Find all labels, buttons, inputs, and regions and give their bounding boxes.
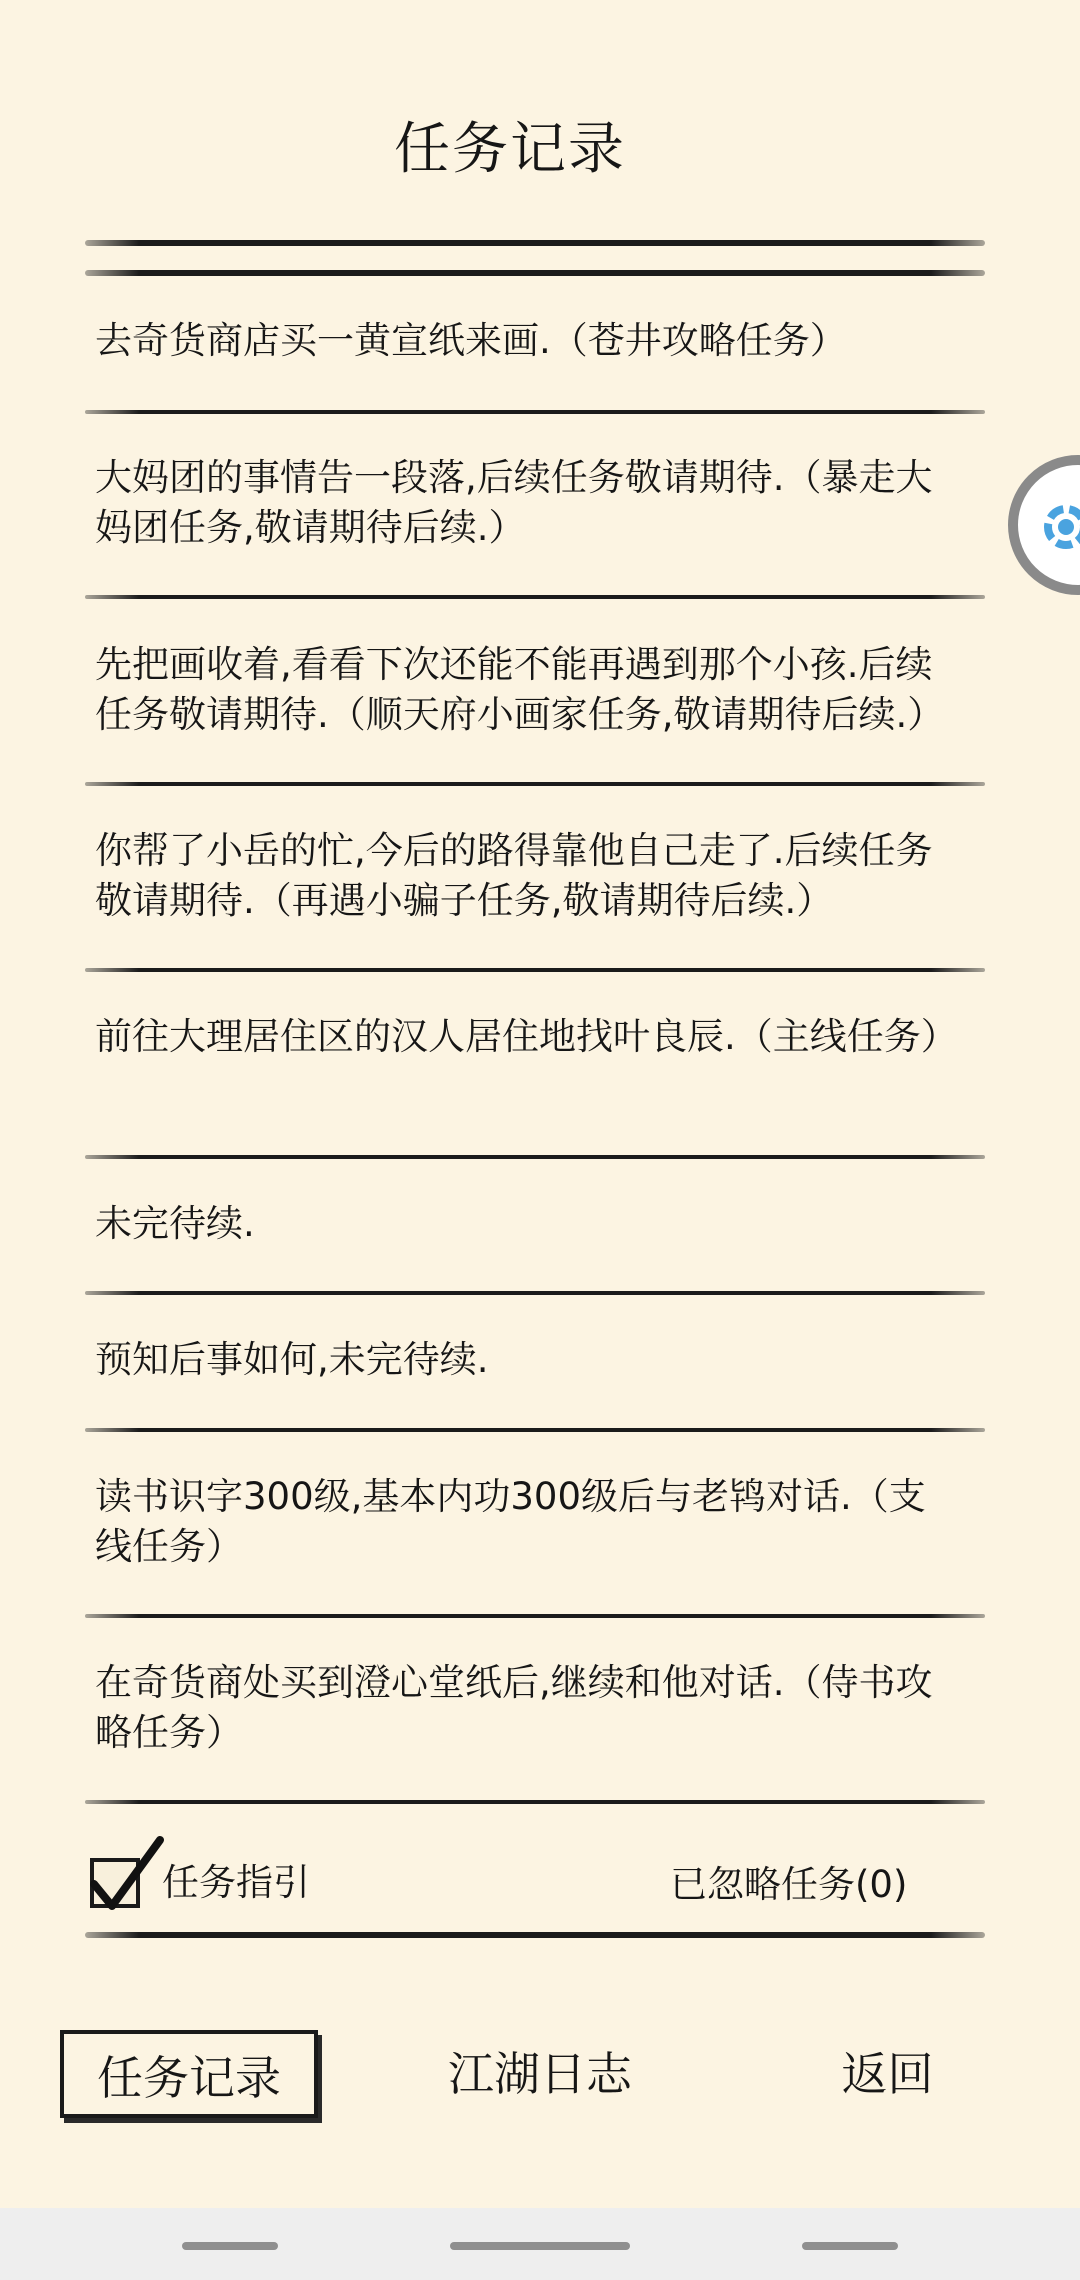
back-button[interactable]: 返回 bbox=[841, 2047, 934, 2101]
divider bbox=[85, 968, 985, 972]
quest-item[interactable]: 大妈团的事情告一段落,后续任务敬请期待.（暴走大妈团任务,敬请期待后续.） bbox=[95, 456, 933, 549]
divider bbox=[85, 1291, 985, 1295]
guide-label: 任务指引 bbox=[162, 1861, 310, 1904]
nav-back-button[interactable] bbox=[802, 2242, 898, 2250]
divider bbox=[85, 410, 985, 414]
tab-quest-records[interactable]: 任务记录 bbox=[60, 2030, 318, 2118]
divider bbox=[85, 1932, 985, 1938]
quest-item[interactable]: 前往大理居住区的汉人居住地找叶良辰.（主线任务） bbox=[95, 1015, 958, 1058]
divider bbox=[85, 595, 985, 599]
quest-item[interactable]: 你帮了小岳的忙,今后的路得靠他自己走了.后续任务敬请期待.（再遇小骗子任务,敬请期待后续.） bbox=[95, 829, 933, 922]
quest-guide-toggle[interactable] bbox=[80, 1838, 480, 1928]
quest-item[interactable]: 先把画收着,看看下次还能不能再遇到那个小孩.后续任务敬请期待.（顺天府小画家任务,敬请期待后续.） bbox=[95, 643, 945, 736]
checkmark-icon bbox=[80, 1834, 170, 1924]
divider bbox=[85, 1614, 985, 1618]
guide-checkbox[interactable] bbox=[90, 1858, 140, 1908]
divider bbox=[85, 1800, 985, 1804]
divider bbox=[85, 1155, 985, 1159]
quest-item[interactable]: 去奇货商店买一黄宣纸来画.（苍井攻略任务） bbox=[95, 319, 847, 362]
quest-item[interactable]: 在奇货商处买到澄心堂纸后,继续和他对话.（侍书攻略任务） bbox=[95, 1661, 933, 1754]
bottom-tabs bbox=[0, 2010, 1080, 2140]
ignored-quests-button[interactable]: 已忽略任务(0) bbox=[670, 1863, 908, 1906]
quest-item[interactable]: 读书识字300级,基本内功300级后与老鸨对话.（支线任务） bbox=[95, 1475, 926, 1568]
page-title: 任务记录 bbox=[394, 117, 626, 182]
tab-jianghu-journal[interactable]: 江湖日志 bbox=[448, 2047, 632, 2101]
divider bbox=[85, 1428, 985, 1432]
quest-item[interactable]: 预知后事如何,未完待续. bbox=[95, 1338, 489, 1381]
quest-item[interactable]: 未完待续. bbox=[95, 1202, 255, 1245]
divider bbox=[85, 782, 985, 786]
nav-home-button[interactable] bbox=[450, 2242, 630, 2250]
system-nav-bar bbox=[0, 2208, 1080, 2280]
nav-recents-button[interactable] bbox=[182, 2242, 278, 2250]
gear-icon bbox=[1036, 497, 1080, 557]
